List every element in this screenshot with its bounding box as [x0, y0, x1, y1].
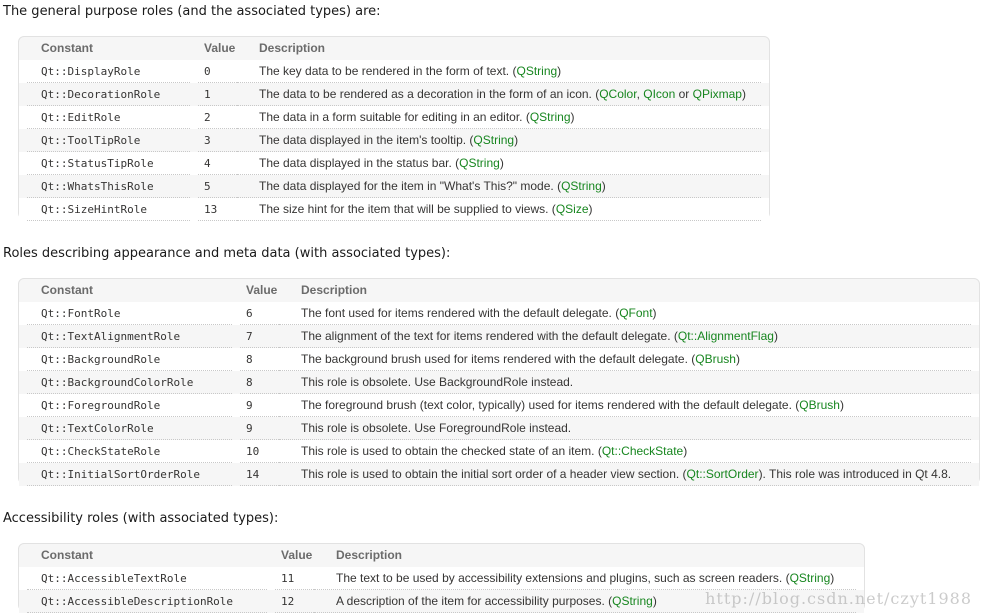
row-divider — [27, 485, 232, 486]
cell-value: 0 — [204, 65, 211, 78]
cell-description — [259, 152, 504, 175]
cell-constant: Qt::FontRole — [41, 307, 121, 320]
description-text: This role is used to obtain the initial sort order of a header view section. ( — [301, 467, 687, 481]
header-description: Description — [301, 283, 368, 297]
cell-value: 6 — [246, 307, 253, 320]
cell-value: 2 — [204, 111, 211, 124]
table-row — [19, 83, 769, 106]
cell-description — [301, 302, 657, 325]
cell-description — [301, 394, 844, 417]
header-constant: Constant — [41, 41, 93, 55]
cell-constant: Qt::ForegroundRole — [41, 399, 161, 412]
section-heading-general: The general purpose roles (and the associated types) are: — [3, 4, 381, 19]
cell-value: 3 — [204, 134, 211, 147]
type-link[interactable]: QPixmap — [692, 87, 742, 101]
cell-value: 9 — [246, 399, 253, 412]
type-link[interactable]: QFont — [619, 306, 653, 320]
description-text: ) — [514, 133, 519, 147]
cell-description — [259, 129, 518, 152]
cell-value: 10 — [246, 445, 260, 458]
header-description: Description — [336, 548, 403, 562]
cell-description — [301, 348, 740, 371]
cell-value: 4 — [204, 157, 211, 170]
type-link[interactable]: QIcon — [643, 87, 676, 101]
cell-description — [259, 83, 746, 106]
row-divider — [314, 612, 856, 613]
cell-constant: Qt::DecorationRole — [41, 88, 161, 101]
table-header-row — [19, 279, 979, 302]
header-constant: Constant — [41, 283, 93, 297]
table-header-row — [19, 37, 769, 60]
cell-constant: Qt::WhatsThisRole — [41, 180, 154, 193]
table-row — [19, 567, 864, 590]
row-divider — [279, 485, 971, 486]
cell-value: 14 — [246, 468, 260, 481]
type-link[interactable]: Qt::CheckState — [601, 444, 684, 458]
row-divider — [237, 220, 761, 221]
table-general-roles — [18, 36, 770, 219]
description-text: The text to be used by accessibility extensions and plugins, such as screen readers. ( — [336, 571, 790, 585]
description-text: The data to be rendered as a decoration in the form of an icon. ( — [259, 87, 600, 101]
type-link[interactable]: QColor — [599, 87, 637, 101]
cell-value: 1 — [204, 88, 211, 101]
description-text: The data displayed in the status bar. ( — [259, 156, 460, 170]
cell-constant: Qt::SizeHintRole — [41, 203, 147, 216]
type-link[interactable]: Qt::SortOrder — [686, 467, 759, 481]
cell-constant: Qt::EditRole — [41, 111, 121, 124]
cell-description — [336, 590, 657, 613]
cell-value: 11 — [281, 572, 295, 585]
description-text: ) — [588, 202, 593, 216]
cell-constant: Qt::BackgroundColorRole — [41, 376, 194, 389]
cell-constant: Qt::BackgroundRole — [41, 353, 161, 366]
cell-value: 12 — [281, 595, 295, 608]
description-text: ) — [652, 594, 657, 608]
description-text: ) — [773, 329, 778, 343]
row-divider — [27, 612, 267, 613]
description-text: ) — [741, 87, 746, 101]
description-text: The background brush used for items rendered with the default delegate. ( — [301, 352, 696, 366]
table-row — [19, 175, 769, 198]
cell-constant: Qt::DisplayRole — [41, 65, 141, 78]
cell-description — [336, 567, 834, 590]
cell-description — [301, 440, 687, 463]
header-value: Value — [281, 548, 313, 562]
table-row — [19, 394, 979, 417]
description-text: A description of the item for accessibility purposes. ( — [336, 594, 613, 608]
description-text: ) — [601, 179, 606, 193]
cell-constant: Qt::ToolTipRole — [41, 134, 141, 147]
type-link[interactable]: QString — [473, 133, 515, 147]
table-row — [19, 152, 769, 175]
cell-constant: Qt::AccessibleTextRole — [41, 572, 187, 585]
header-constant: Constant — [41, 548, 93, 562]
type-link[interactable]: QBrush — [799, 398, 840, 412]
table-row — [19, 348, 979, 371]
description-text: The key data to be rendered in the form of text. ( — [259, 64, 517, 78]
table-row — [19, 302, 979, 325]
description-text: ) — [839, 398, 844, 412]
cell-value: 8 — [246, 376, 253, 389]
table-row — [19, 60, 769, 83]
description-text: The data displayed for the item in "What's This?" mode. ( — [259, 179, 562, 193]
cell-description — [301, 417, 571, 440]
cell-description — [259, 60, 561, 83]
cell-description — [301, 371, 573, 394]
description-text: The foreground brush (text color, typically) used for items rendered with the default delegate. ( — [301, 398, 800, 412]
header-description: Description — [259, 41, 326, 55]
cell-value: 9 — [246, 422, 253, 435]
type-link[interactable]: QSize — [555, 202, 589, 216]
description-text: The font used for items rendered with the default delegate. ( — [301, 306, 620, 320]
cell-value: 13 — [204, 203, 218, 216]
description-text: This role is obsolete. Use ForegroundRole instead. — [301, 421, 572, 435]
description-text: ) — [735, 352, 740, 366]
cell-description — [259, 175, 606, 198]
description-text: ) — [570, 110, 575, 124]
type-link[interactable]: QString — [789, 571, 831, 585]
description-text: , — [636, 87, 644, 101]
cell-constant: Qt::CheckStateRole — [41, 445, 161, 458]
type-link[interactable]: QString — [459, 156, 500, 170]
table-appearance-roles — [18, 278, 980, 484]
row-divider — [27, 220, 190, 221]
cell-value: 8 — [246, 353, 253, 366]
section-heading-accessibility: Accessibility roles (with associated types): — [3, 511, 279, 526]
cell-description — [301, 463, 951, 486]
cell-constant: Qt::AccessibleDescriptionRole — [41, 595, 234, 608]
table-row — [19, 371, 979, 394]
type-link[interactable]: QString — [516, 64, 558, 78]
description-text: ) — [652, 306, 657, 320]
cell-constant: Qt::TextAlignmentRole — [41, 330, 181, 343]
header-value: Value — [246, 283, 278, 297]
header-value: Value — [204, 41, 236, 55]
table-header-row — [19, 544, 864, 567]
table-row — [19, 198, 769, 221]
description-text: This role is used to obtain the checked state of an item. ( — [301, 444, 602, 458]
section-heading-appearance: Roles describing appearance and meta data (with associated types): — [3, 246, 451, 261]
cell-description — [259, 198, 593, 221]
description-text: The alignment of the text for items rendered with the default delegate. ( — [301, 329, 678, 343]
cell-value: 7 — [246, 330, 253, 343]
table-row — [19, 463, 979, 486]
description-text: ) — [499, 156, 504, 170]
description-text: or — [675, 87, 693, 101]
table-row — [19, 106, 769, 129]
description-text: The data in a form suitable for editing in an editor. ( — [259, 110, 530, 124]
description-text: ) — [830, 571, 835, 585]
description-text: ) — [557, 64, 562, 78]
description-text: The size hint for the item that will be supplied to views. ( — [259, 202, 556, 216]
cell-description — [301, 325, 778, 348]
table-row — [19, 417, 979, 440]
table-row — [19, 325, 979, 348]
watermark: http://blog.csdn.net/czyt1988 — [705, 589, 972, 608]
type-link[interactable]: QString — [529, 110, 571, 124]
type-link[interactable]: QString — [561, 179, 602, 193]
cell-value: 5 — [204, 180, 211, 193]
description-text: The data displayed in the item's tooltip. ( — [259, 133, 474, 147]
description-text: ). This role was introduced in Qt 4.8. — [758, 467, 952, 481]
description-text: ) — [683, 444, 688, 458]
description-text: This role is obsolete. Use BackgroundRole instead. — [301, 375, 574, 389]
cell-constant: Qt::StatusTipRole — [41, 157, 154, 170]
cell-description — [259, 106, 575, 129]
cell-constant: Qt::InitialSortOrderRole — [41, 468, 200, 481]
type-link[interactable]: QBrush — [695, 352, 736, 366]
type-link[interactable]: Qt::AlignmentFlag — [677, 329, 774, 343]
type-link[interactable]: QString — [612, 594, 653, 608]
cell-constant: Qt::TextColorRole — [41, 422, 154, 435]
table-row — [19, 440, 979, 463]
table-row — [19, 129, 769, 152]
